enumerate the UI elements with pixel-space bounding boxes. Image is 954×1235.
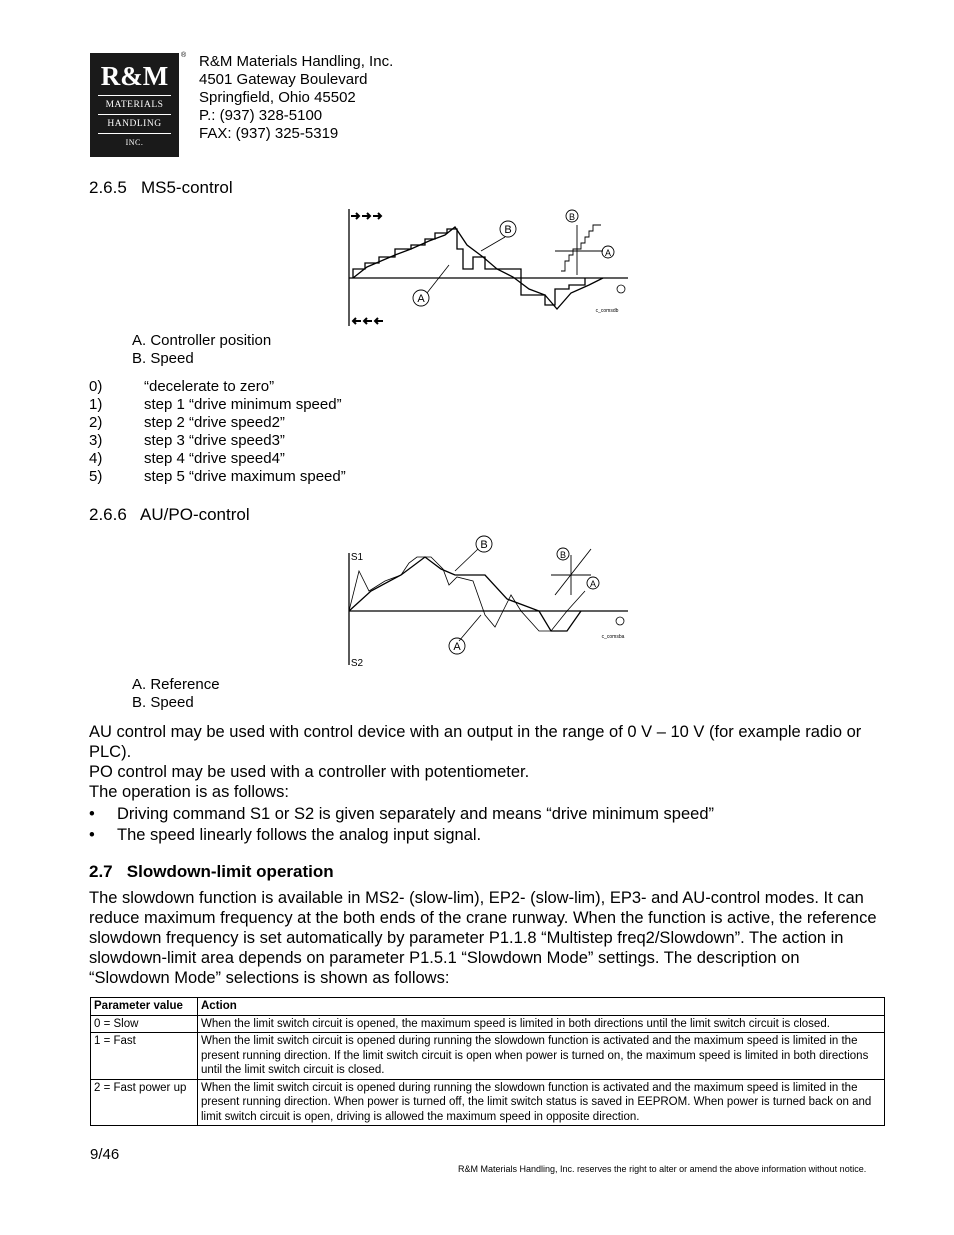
phone: P.: (937) 328-5100 <box>199 107 323 124</box>
logo-line3: INC. <box>125 138 144 147</box>
heading-ms5: 2.6.5 MS5-control <box>89 178 233 197</box>
table-cell: 1 = Fast <box>91 1033 198 1080</box>
table-cell: When the limit switch circuit is opened during running the slowdown function is activated and the maximum speed is limited in the present running direction. If the limit switch circuit is open when power is turned on, the maximum speed is limited in both directions until the limit switch circuit is closed. <box>198 1033 885 1080</box>
list-item: 4) step 4 “drive speed4” <box>89 450 285 467</box>
aupo-paragraph-3: The operation is as follows: <box>89 783 289 801</box>
list-item: 2) step 2 “drive speed2” <box>89 414 285 431</box>
aupo-label-a: A <box>453 641 461 653</box>
aupo-diagram <box>345 535 635 670</box>
address-line2: Springfield, Ohio 45502 <box>199 89 356 106</box>
ms5-diagram <box>345 205 635 330</box>
ms5-step-list <box>89 378 346 486</box>
ms5-legend <box>132 332 271 368</box>
company-address <box>199 53 393 143</box>
company-name: R&M Materials Handling, Inc. <box>199 53 394 70</box>
slowdown-mode-table <box>90 997 885 1126</box>
list-item: 3) step 3 “drive speed3” <box>89 432 285 449</box>
aupo-legend <box>132 676 220 712</box>
list-item: 0) “decelerate to zero” <box>89 378 275 395</box>
slowdown-paragraph: The slowdown function is available in MS2- (slow-lim), EP2- (slow-lim), EP3- and AU-control modes. It can reduce maximum frequency at the both ends of the crane runway. When the function is active, the reference slowdown frequency is set automatically by parameter P1.1.8 “Multistep freq2/Slowdown”. The action in slowdown-limit area depends on parameter P1.5.1 “Slowdown Mode” settings. The description on “Slowdown Mode” selections is shown as follows: <box>89 889 877 987</box>
page-number: 9/46 <box>90 1146 120 1163</box>
aupo-legend-a: A. Reference <box>132 676 220 693</box>
ms5-inset-label-b: B <box>568 212 576 222</box>
table-row <box>91 1033 885 1080</box>
ms5-legend-a: A. Controller position <box>132 332 272 349</box>
bullet-item: • Driving command S1 or S2 is given separately and means “drive minimum speed” <box>89 804 889 824</box>
list-item: 5) step 5 “drive maximum speed” <box>89 468 346 485</box>
registered-mark: ® <box>181 52 187 59</box>
aupo-inset-label-a: A <box>589 579 597 589</box>
list-item: 1) step 1 “drive minimum speed” <box>89 396 342 413</box>
ms5-label-a: A <box>417 293 425 305</box>
aupo-s1-label: S1 <box>350 552 364 563</box>
table-header-row <box>91 998 885 1016</box>
fax: FAX: (937) 325-5319 <box>199 125 339 142</box>
bullet-item: • The speed linearly follows the analog input signal. <box>89 825 889 845</box>
table-cell: 2 = Fast power up <box>91 1079 198 1126</box>
ms5-legend-b: B. Speed <box>132 350 194 367</box>
footer-notice: R&M Materials Handling, Inc. reserves the right to alter or amend the above information without notice. <box>458 1164 867 1174</box>
aupo-legend-b: B. Speed <box>132 694 194 711</box>
address-line1: 4501 Gateway Boulevard <box>199 71 368 88</box>
ms5-figure-code: c_comsdb <box>595 308 619 314</box>
ms5-label-b: B <box>504 224 512 236</box>
table-row <box>91 1079 885 1126</box>
aupo-paragraph-1: AU control may be used with control device with an output in the range of 0 V – 10 V (for example radio or PLC). <box>89 723 862 761</box>
heading-aupo: 2.6.6 AU/PO-control <box>89 505 250 524</box>
aupo-inset-label-b: B <box>559 550 567 560</box>
table-header-cell: Action <box>198 998 885 1016</box>
logo-main-text: R&M <box>100 61 169 91</box>
table-cell: When the limit switch circuit is opened, the maximum speed is limited in both directions until the limit switch circuit is closed. <box>198 1015 885 1033</box>
table-cell: 0 = Slow <box>91 1015 198 1033</box>
aupo-body <box>89 722 889 845</box>
logo-line1: MATERIALS <box>105 100 164 110</box>
company-logo <box>90 53 179 157</box>
aupo-label-b: B <box>480 539 488 551</box>
aupo-s2-label: S2 <box>350 658 364 669</box>
heading-slowdown: 2.7 Slowdown-limit operation <box>89 862 334 881</box>
logo-line2: HANDLING <box>107 119 162 129</box>
table-row <box>91 1015 885 1033</box>
table-cell: When the limit switch circuit is opened during running the slowdown function is activated and the maximum speed is limited in the present running direction. When power is turned off, the limit switch status is saved in EEPROM. When power is turned back on and limit switch circuit is open, driving is allowed the maximum speed in opposite direction. <box>198 1079 885 1126</box>
aupo-figure-code: c_comsba <box>601 634 625 640</box>
ms5-inset-label-a: A <box>604 248 612 258</box>
table-header-cell: Parameter value <box>91 998 198 1016</box>
aupo-paragraph-2: PO control may be used with a controller with potentiometer. <box>89 763 530 781</box>
